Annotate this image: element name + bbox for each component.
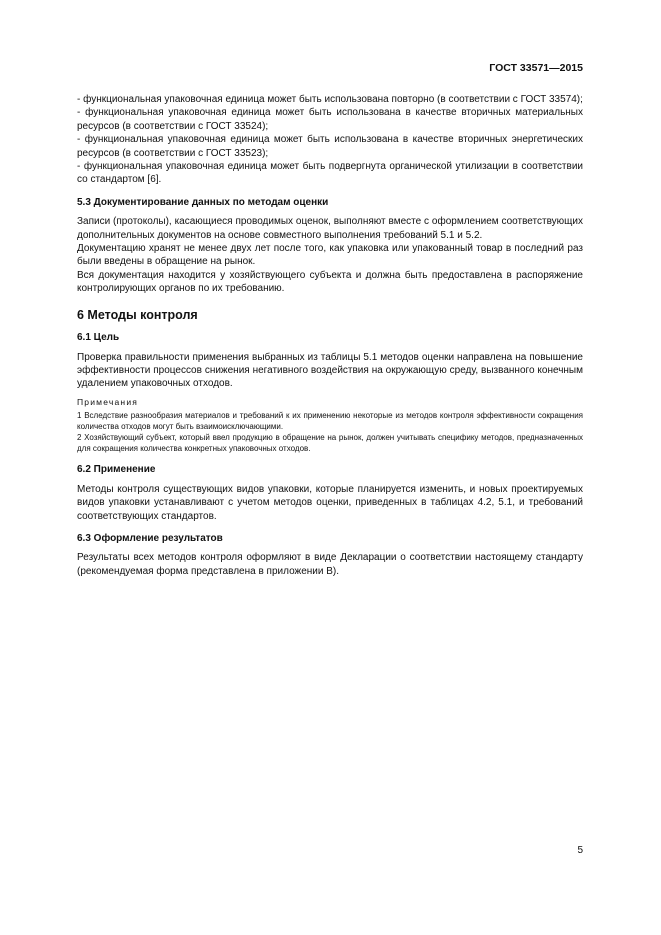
section-6-heading: 6 Методы контроля <box>77 307 198 322</box>
section-6-3-heading: 6.3 Оформление результатов <box>77 532 223 544</box>
document-code-header: ГОСТ 33571—2015 <box>489 62 583 74</box>
section-6-1-heading: 6.1 Цель <box>77 332 120 344</box>
page-content <box>77 93 583 578</box>
note-item: 2 Хозяйствующий субъект, который ввел продукцию в обращение на рынок, должен учитывать специфику методов, предназначенных для сокращения количества конкретных упаковочных отходов. <box>77 432 583 453</box>
section-5-3-heading: 5.3 Документирование данных по методам оценки <box>77 196 329 208</box>
note-item: 1 Вследствие разнообразия материалов и требований к их применению некоторые из методов контроля эффективности сокращения количества отходов могут быть взаимоисключающими. <box>77 411 583 431</box>
section-6-2-heading: 6.2 Применение <box>77 464 156 476</box>
bullet-item: - функциональная упаковочная единица может быть использована в качестве вторичных материальных ресурсов (в соответствии с ГОСТ 33524); <box>77 107 583 132</box>
bullet-item: - функциональная упаковочная единица может быть подвергнута органической утилизации в соответствии со стандартом [6]. <box>77 161 583 186</box>
paragraph: Методы контроля существующих видов упаковки, которые планируется изменить, и новых проектируемых видов упаковки устанавливают с учетом методов оценки, приведенных в таблицах 4.2, 5.1, и требований соответствующих стандартов. <box>77 483 583 522</box>
paragraph: Записи (протоколы), касающиеся проводимых оценок, выполняют вместе с оформлением соответствующих дополнительных документов на основе совместного выполнения требований 5.1 и 5.2. <box>77 216 583 241</box>
notes-label: Примечания <box>77 396 139 407</box>
paragraph: Результаты всех методов контроля оформляют в виде Декларации о соответствии настоящему стандарту (рекомендуемая форма представлена в приложении В). <box>77 552 583 577</box>
paragraph: Вся документация находится у хозяйствующего субъекта и должна быть предоставлена в распоряжение контролирующих органов по их требованию. <box>77 269 583 295</box>
bullet-item: - функциональная упаковочная единица может быть использована в качестве вторичных энергетических ресурсов (в соответствии с ГОСТ 33523); <box>77 134 583 159</box>
bullet-item: - функциональная упаковочная единица может быть использована повторно (в соответствии с ГОСТ 33574); <box>77 94 583 105</box>
paragraph: Документацию хранят не менее двух лет после того, как упаковка или упакованный товар в последний раз были введены в обращение на рынок. <box>77 243 583 268</box>
page-number: 5 <box>577 845 583 856</box>
paragraph: Проверка правильности применения выбранных из таблицы 5.1 методов оценки направлена на повышение эффективности процессов снижения негативного воздействия на окружающую среду, вызванного конечным удалением упаковочных отходов. <box>77 351 583 390</box>
